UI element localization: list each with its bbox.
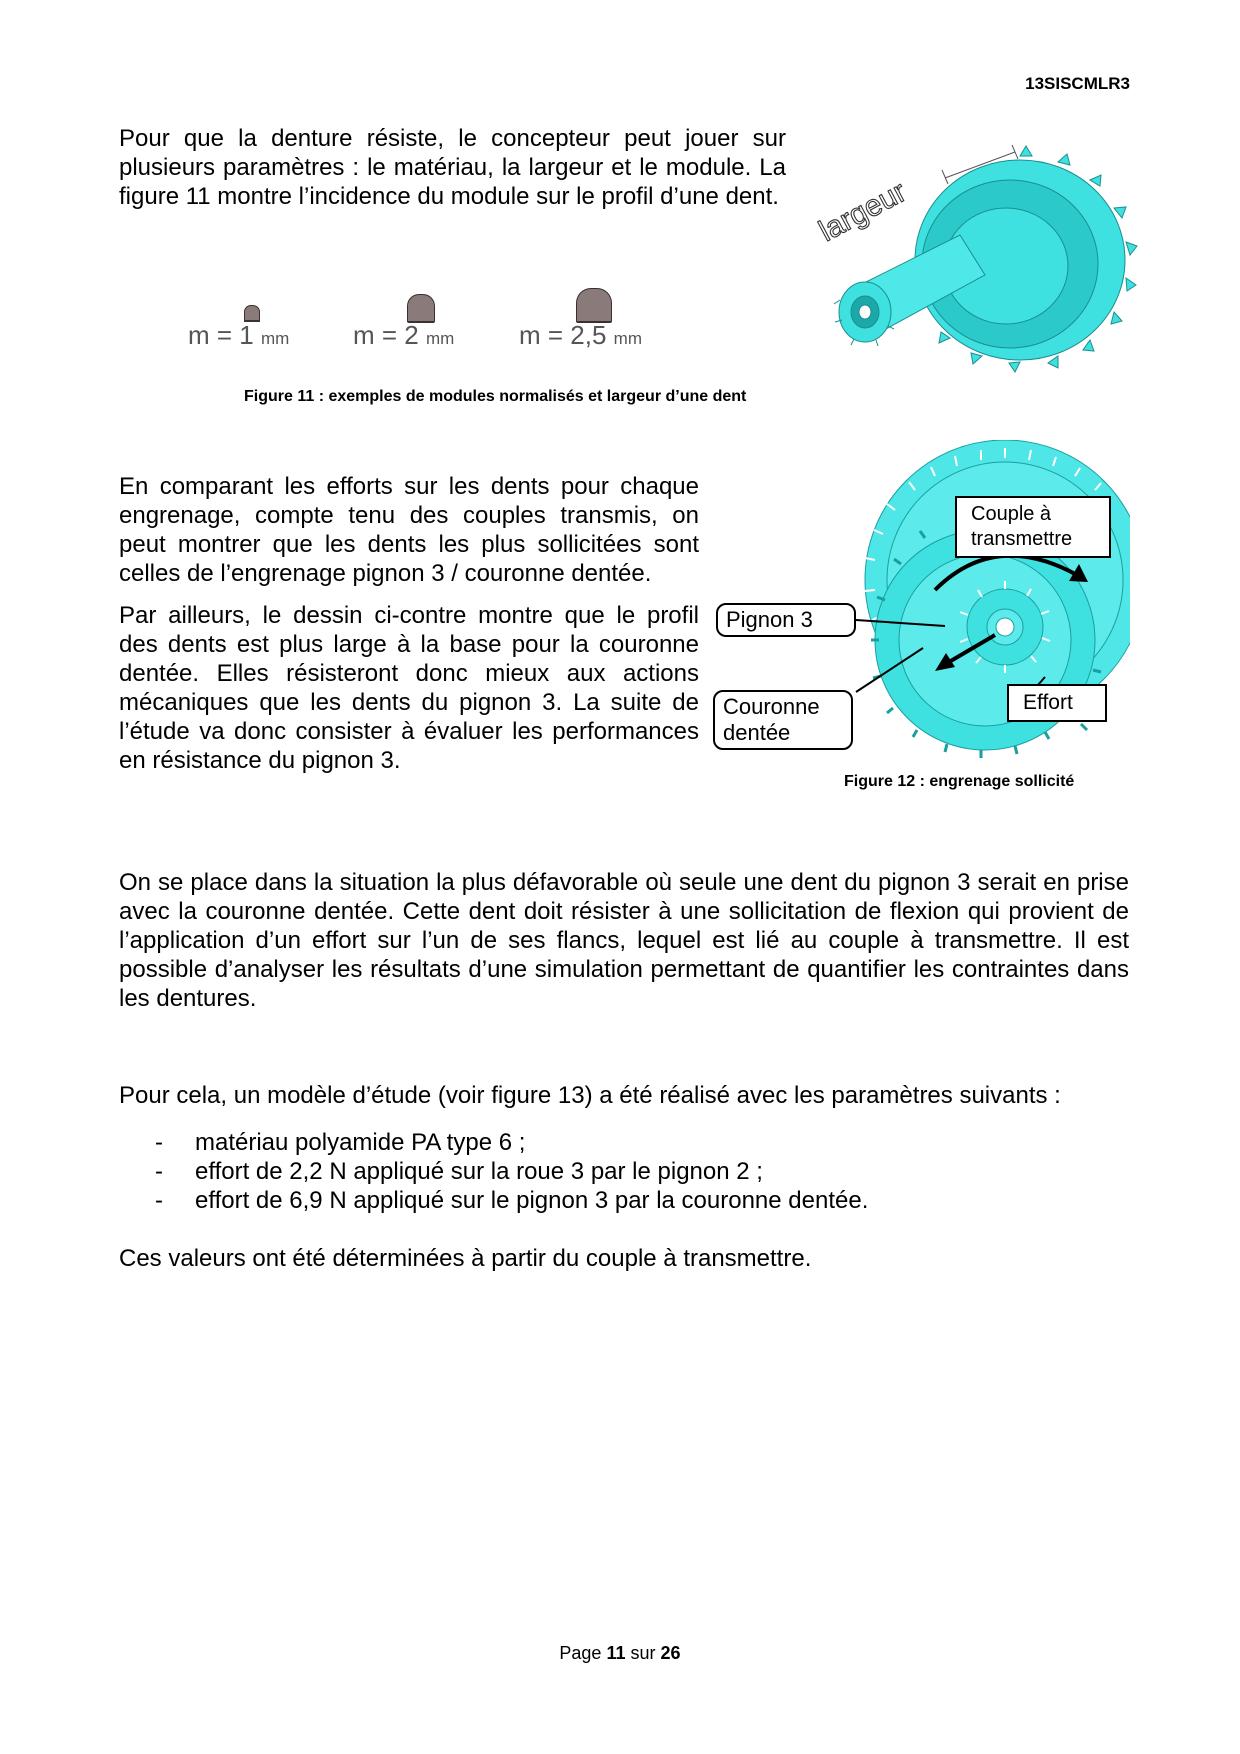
module-1-label: m = 1 mm [188, 320, 290, 350]
section2-paragraph1: En comparant les efforts sur les dents pour chaque engrenage, compte tenu des couples transmis, on peut montrer que les dents les plus sollicitées sont celles de l’engrenage pignon 3 / couronne dentée. [119, 473, 699, 587]
page-total: 26 [660, 1643, 681, 1663]
largeur-label: largeur [813, 175, 912, 249]
module-2-5-label: m = 2,5 mm [519, 320, 642, 350]
list-item: - effort de 2,2 N appliqué sur la roue 3 par le pignon 2 ; [155, 1157, 868, 1186]
callout-effort: Effort [1007, 684, 1107, 722]
section2-paragraph2: Par ailleurs, le dessin ci-contre montre que le profil des dents est plus large à la base pour la couronne dentée. Elles résisteront donc mieux aux actions mécaniques que les dents du pignon 3. La suite de l’étude va donc consister à évaluer les performances en résistance du pignon 3. [119, 602, 699, 774]
document-code: 13SISCMLR3 [1025, 74, 1130, 93]
section4-conclusion: Ces valeurs ont été déterminées à partir du couple à transmettre. [119, 1245, 812, 1272]
section3-paragraph: On se place dans la situation la plus défavorable où seule une dent du pignon 3 serait en prise avec la couronne dentée. Cette dent doit résister à une sollicitation de flexion qui provient de l’application d’un effort sur l’un de ses flancs, lequel est lié au couple à transmettre. Il est possible d’analyser les résultats d’une simulation permettant de quantifier les contraintes dans les dentures. [119, 869, 1129, 1012]
callout-pignon-3: Pignon 3 [716, 603, 856, 637]
tooth-module-2-5 [576, 288, 612, 323]
callout-couple-transmettre: Couple à transmettre [955, 496, 1111, 558]
callout-couronne-dentee: Couronne dentée [713, 690, 853, 750]
list-item: - matériau polyamide PA type 6 ; [155, 1128, 868, 1157]
page-number: 11 [606, 1643, 626, 1663]
tooth-module-2 [407, 294, 435, 323]
intro-paragraph: Pour que la denture résiste, le concepteur peut jouer sur plusieurs paramètres : le matériau, la largeur et le module. La figure 11 montre l’incidence du module sur le profil d’une dent. [119, 125, 786, 210]
gear-3d-illustration [810, 140, 1140, 380]
module-2-label: m = 2 mm [353, 320, 455, 350]
section4-intro: Pour cela, un modèle d’étude (voir figure 13) a été réalisé avec les paramètres suivants : [119, 1082, 1061, 1109]
figure-12-caption: Figure 12 : engrenage sollicité [844, 773, 1075, 790]
figure-11-caption: Figure 11 : exemples de modules normalisés et largeur d’une dent [244, 388, 747, 405]
parameter-list [155, 1128, 868, 1215]
page-footer: Page 11 sur 26 [559, 1643, 681, 1663]
list-item: - effort de 6,9 N appliqué sur le pignon 3 par la couronne dentée. [155, 1186, 868, 1215]
